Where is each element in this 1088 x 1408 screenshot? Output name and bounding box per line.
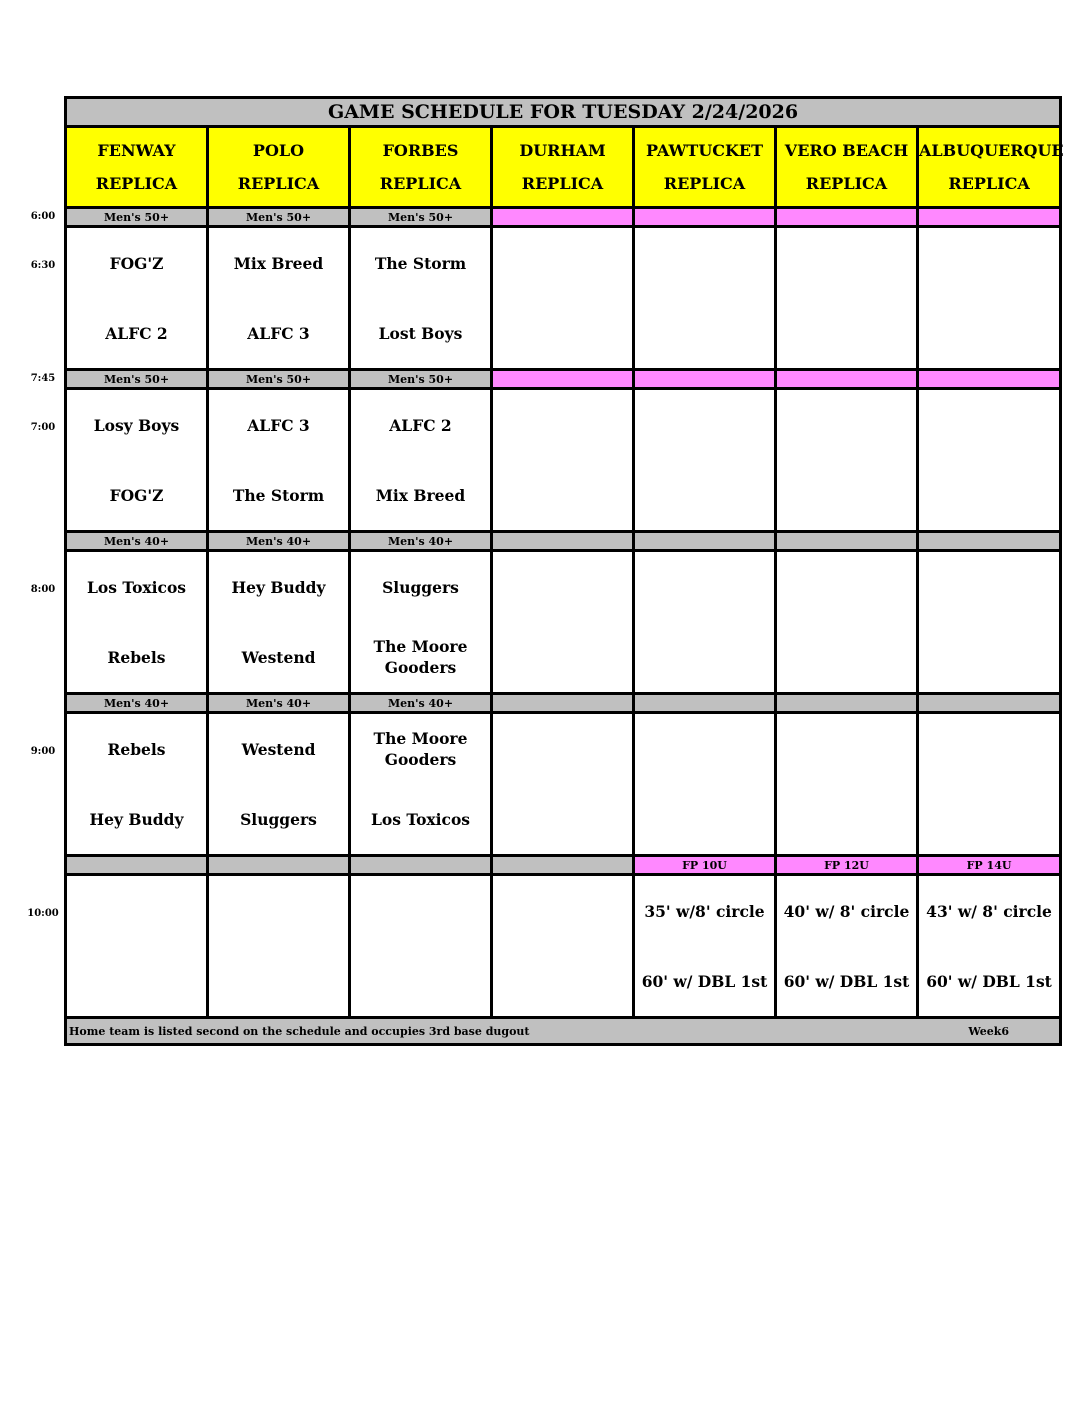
division-label: Men's 40+ xyxy=(66,694,208,713)
away-team xyxy=(635,714,774,784)
game-cell xyxy=(350,389,492,532)
away-team xyxy=(209,876,348,946)
away-team: 35' w/8' circle xyxy=(644,901,765,921)
away-team xyxy=(919,228,1059,298)
division-row xyxy=(66,370,1061,389)
time-label: 7:00 xyxy=(30,421,56,433)
division-label xyxy=(776,532,918,551)
game-cell xyxy=(776,389,918,532)
division-label: Men's 40+ xyxy=(350,532,492,551)
field-header xyxy=(350,127,492,208)
home-team: Mix Breed xyxy=(375,485,466,505)
division-label xyxy=(634,694,776,713)
game-cell xyxy=(350,875,492,1018)
field-header xyxy=(776,127,918,208)
game-row xyxy=(66,713,1061,856)
field-name: ALBUQUERQUE xyxy=(919,141,1064,160)
field-subtitle: REPLICA xyxy=(521,174,604,193)
home-team xyxy=(777,784,916,854)
time-label: 6:30 xyxy=(30,259,56,271)
field-subtitle: REPLICA xyxy=(805,174,888,193)
home-team: FOG'Z xyxy=(109,485,164,505)
division-label: Men's 50+ xyxy=(66,370,208,389)
division-label: Men's 50+ xyxy=(208,208,350,227)
game-cell xyxy=(634,875,776,1018)
away-team: Los Toxicos xyxy=(86,577,187,597)
division-row xyxy=(66,532,1061,551)
away-team: The Moore Gooders xyxy=(373,729,468,769)
home-team xyxy=(351,946,490,1016)
field-subtitle: REPLICA xyxy=(237,174,320,193)
footer-note: Home team is listed second on the schedule and occupies 3rd base dugout xyxy=(69,1024,530,1038)
division-label: Men's 50+ xyxy=(66,208,208,227)
footer xyxy=(66,1018,1061,1045)
division-label: FP 14U xyxy=(918,856,1061,875)
time-label: 8:00 xyxy=(30,583,56,595)
division-label xyxy=(492,856,634,875)
away-team xyxy=(635,390,774,460)
home-team xyxy=(493,946,632,1016)
away-team xyxy=(493,714,632,784)
division-label xyxy=(634,370,776,389)
away-team xyxy=(493,390,632,460)
home-team: The Storm xyxy=(232,485,325,505)
game-cell xyxy=(208,713,350,856)
game-cell xyxy=(66,389,208,532)
game-cell xyxy=(918,227,1061,370)
game-cell xyxy=(634,227,776,370)
field-name: PAWTUCKET xyxy=(645,141,764,160)
division-label: Men's 50+ xyxy=(350,208,492,227)
home-team xyxy=(635,298,774,368)
field-header xyxy=(492,127,634,208)
game-cell xyxy=(350,227,492,370)
away-team xyxy=(919,390,1059,460)
field-header xyxy=(918,127,1064,208)
field-name: POLO xyxy=(252,141,305,160)
field-subtitle: REPLICA xyxy=(95,174,178,193)
field-name: DURHAM xyxy=(519,141,606,160)
game-cell xyxy=(492,713,634,856)
away-team: 40' w/ 8' circle xyxy=(783,901,910,921)
division-label xyxy=(492,208,634,227)
game-cell xyxy=(350,713,492,856)
away-team: Mix Breed xyxy=(233,253,324,273)
division-label: FP 10U xyxy=(634,856,776,875)
game-cell xyxy=(492,875,634,1018)
division-label: Men's 40+ xyxy=(208,694,350,713)
division-label xyxy=(634,208,776,227)
home-team xyxy=(493,784,632,854)
time-label: 7:45 xyxy=(30,373,56,384)
away-team: Rebels xyxy=(107,739,166,759)
field-name: FENWAY xyxy=(97,141,176,160)
away-team: Westend xyxy=(241,739,316,759)
away-team: The Storm xyxy=(374,253,467,273)
game-cell xyxy=(776,713,918,856)
home-team xyxy=(777,460,916,530)
game-row xyxy=(66,551,1061,694)
time-label: 6:00 xyxy=(30,211,56,222)
division-label: Men's 40+ xyxy=(208,532,350,551)
division-label: Men's 50+ xyxy=(350,370,492,389)
home-team xyxy=(635,460,774,530)
away-team xyxy=(777,714,916,784)
away-team: Losy Boys xyxy=(93,415,180,435)
game-cell xyxy=(208,389,350,532)
game-cell xyxy=(776,227,918,370)
game-cell xyxy=(492,227,634,370)
home-team xyxy=(919,460,1059,530)
away-team xyxy=(919,552,1059,622)
away-team xyxy=(493,228,632,298)
division-label: Men's 40+ xyxy=(350,694,492,713)
division-label xyxy=(776,694,918,713)
game-cell xyxy=(776,551,918,694)
game-cell xyxy=(208,227,350,370)
division-label xyxy=(492,370,634,389)
home-team: 60' w/ DBL 1st xyxy=(926,971,1052,991)
home-team: The Moore Gooders xyxy=(373,637,468,677)
home-team xyxy=(919,784,1059,854)
game-cell xyxy=(492,389,634,532)
game-cell xyxy=(66,227,208,370)
game-cell xyxy=(918,713,1061,856)
game-cell xyxy=(66,713,208,856)
division-row xyxy=(66,856,1061,875)
field-name: FORBES xyxy=(382,141,459,160)
away-team xyxy=(777,390,916,460)
game-cell xyxy=(492,551,634,694)
home-team xyxy=(635,622,774,692)
division-label xyxy=(776,208,918,227)
field-subtitle: REPLICA xyxy=(379,174,462,193)
home-team: ALFC 2 xyxy=(105,323,168,343)
home-team: Los Toxicos xyxy=(370,809,471,829)
away-team: Sluggers xyxy=(382,577,459,597)
division-label: Men's 50+ xyxy=(208,370,350,389)
field-header xyxy=(208,127,350,208)
home-team xyxy=(493,622,632,692)
away-team: Hey Buddy xyxy=(231,577,326,597)
game-cell xyxy=(918,551,1061,694)
game-cell xyxy=(66,875,208,1018)
game-row xyxy=(66,875,1061,1018)
division-label xyxy=(776,370,918,389)
game-cell xyxy=(66,551,208,694)
away-team xyxy=(351,876,490,946)
division-label xyxy=(634,532,776,551)
division-label: Men's 40+ xyxy=(66,532,208,551)
home-team: 60' w/ DBL 1st xyxy=(783,971,910,991)
home-team xyxy=(493,460,632,530)
away-team xyxy=(635,552,774,622)
division-label xyxy=(918,694,1061,713)
division-label: FP 12U xyxy=(776,856,918,875)
schedule-table xyxy=(64,96,1062,1046)
home-team xyxy=(493,298,632,368)
home-team: Westend xyxy=(241,647,316,667)
home-team xyxy=(209,946,348,1016)
away-team: 43' w/ 8' circle xyxy=(926,901,1052,921)
game-cell xyxy=(776,875,918,1018)
home-team xyxy=(777,622,916,692)
game-cell xyxy=(918,875,1061,1018)
division-label xyxy=(492,532,634,551)
home-team xyxy=(919,622,1059,692)
field-header xyxy=(634,127,776,208)
division-label xyxy=(492,694,634,713)
home-team xyxy=(777,298,916,368)
division-row xyxy=(66,208,1061,227)
time-label: 9:00 xyxy=(30,745,56,757)
game-cell xyxy=(634,551,776,694)
game-cell xyxy=(918,389,1061,532)
game-cell xyxy=(208,875,350,1018)
field-name: VERO BEACH xyxy=(784,141,909,160)
field-header xyxy=(66,127,208,208)
away-team xyxy=(493,876,632,946)
game-cell xyxy=(634,713,776,856)
field-subtitle: REPLICA xyxy=(948,174,1030,193)
division-row xyxy=(66,694,1061,713)
division-label xyxy=(66,856,208,875)
home-team: Hey Buddy xyxy=(89,809,184,829)
field-subtitle: REPLICA xyxy=(663,174,746,193)
game-row xyxy=(66,389,1061,532)
game-cell xyxy=(634,389,776,532)
time-label: 10:00 xyxy=(27,907,59,919)
game-row xyxy=(66,227,1061,370)
home-team xyxy=(919,298,1059,368)
away-team xyxy=(67,876,206,946)
away-team xyxy=(777,552,916,622)
away-team: ALFC 3 xyxy=(247,415,310,435)
away-team: FOG'Z xyxy=(109,253,164,273)
home-team xyxy=(635,784,774,854)
division-label xyxy=(350,856,492,875)
away-team xyxy=(635,228,774,298)
division-label xyxy=(918,208,1061,227)
away-team: ALFC 2 xyxy=(389,415,452,435)
division-label xyxy=(208,856,350,875)
game-cell xyxy=(350,551,492,694)
week-label: Week6 xyxy=(968,1024,1010,1038)
division-label xyxy=(918,532,1061,551)
home-team: ALFC 3 xyxy=(247,323,310,343)
home-team: Sluggers xyxy=(240,809,317,829)
away-team xyxy=(777,228,916,298)
division-label xyxy=(918,370,1061,389)
home-team xyxy=(67,946,206,1016)
game-cell xyxy=(208,551,350,694)
schedule-title: GAME SCHEDULE FOR TUESDAY 2/24/2026 xyxy=(66,98,1061,127)
away-team xyxy=(493,552,632,622)
away-team xyxy=(919,714,1059,784)
home-team: Lost Boys xyxy=(378,323,463,343)
home-team: 60' w/ DBL 1st xyxy=(641,971,768,991)
home-team: Rebels xyxy=(107,647,166,667)
